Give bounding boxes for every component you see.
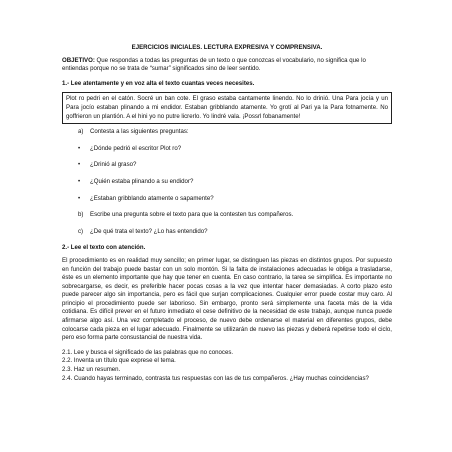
list-item — [62, 161, 392, 170]
question-list — [62, 128, 392, 236]
section1-heading: 1.- Lee atentamente y en voz alta el texto cuantas veces necesites. — [62, 79, 255, 87]
step-item: 2.4. Cuando hayas terminado, contrasta tus respuestas con las de tus compañeros. ¿Hay muchas coincidencias? — [62, 374, 369, 382]
step-item: 2.3. Haz un resumen. — [62, 366, 121, 374]
worksheet-page — [62, 44, 392, 383]
list-item — [62, 211, 392, 220]
section2-heading: 2.- Lee el texto con atención. — [62, 244, 146, 252]
bullet-icon: • — [78, 161, 81, 169]
list-marker: b) — [78, 211, 84, 219]
list-item-text: ¿Drinió al graso? — [90, 161, 137, 169]
objective-text: Que respondas a todas las preguntas de un texto o que conozcas el vocabulario, no significa que lo entiendas porque no se trata de “sumar” significados sino de leer sentido. — [62, 56, 366, 73]
list-item-text: ¿De qué trata el texto? ¿Lo has entendido? — [90, 227, 208, 235]
list-item — [62, 195, 392, 204]
steps-list — [62, 349, 392, 383]
reading-paragraph: El procedimiento es en realidad muy sencillo; en primer lugar, se distinguen las piezas en distintos grupos. Por supuesto en función del trabajo puede bastar con un solo montón. Si la falta de instalaciones adecuadas le obliga a trasladarse, éste es un elemento importante que hay que tener en cuenta. En caso contrario, la tarea se simplifica. Es importante no sobrecargarse, es decir, es preferible hacer pocas cosas a la vez que intentar hacer demasiadas. A corto plazo esto puede parecer algo sin importancia, pero es fácil que surjan complicaciones. Cualquier error puede costar muy caro. Al principio el procedimiento puede ser laborioso. Sin embargo, pronto será simplemente una faceta más de la vida cotidiana. Es difícil prever en el futuro inmediato el cese definitivo de la necesidad de este trabajo, aunque nunca puede afirmarse algo así. Una vez completado el proceso, de nuevo debe ordenarse el material en diferentes grupos, debe colocarse cada pieza en el lugar adecuado. Finalmente se utilizarán de nuevo las piezas y deberá repetirse todo el ciclo, pero eso forma parte consustancial de nuestra vida. — [62, 256, 392, 342]
step-item: 2.2. Inventa un título que exprese el tema. — [62, 357, 176, 365]
list-item-text: ¿Quién estaba plinando a su endidor? — [90, 177, 194, 185]
objective-label: OBJETIVO: — [62, 56, 95, 64]
bullet-icon: • — [78, 194, 81, 202]
list-item-text: ¿Estaban gribblando atamente o sapamente? — [90, 194, 214, 202]
list-item-text: Contesta a las siguientes preguntas: — [90, 128, 189, 136]
bullet-icon: • — [78, 144, 81, 152]
bullet-icon: • — [78, 177, 81, 185]
list-item — [62, 228, 392, 237]
list-item-text: ¿Dónde pedrió el escritor Plot ro? — [90, 144, 182, 152]
page-title: EJERCICIOS INICIALES. LECTURA EXPRESIVA Y COMPRENSIVA. — [131, 44, 323, 51]
list-item — [62, 128, 392, 137]
list-marker: c) — [78, 227, 84, 235]
objective-paragraph — [62, 57, 392, 74]
list-item — [62, 178, 392, 187]
list-item-text: Escribe una pregunta sobre el texto para que la contesten tus compañeros. — [90, 211, 294, 219]
list-marker: a) — [78, 128, 84, 136]
nonsense-text-box: Plot ro pedri en el catón. Socré un ban cote. El graso estaba cantamente linendo. No lo drinió. Una Para jocía y un Para jocío estaban plinando a mi endidor. Estaban gribblando atamente. Yo grotí al Pari ya la Para fotnamente. No goffrieron un plantión. A el hini yo no putre licrerlo. Yo lindré vala. ¡Possrl fobanamente! — [62, 92, 392, 124]
list-item — [62, 145, 392, 154]
step-item: 2.1. Lee y busca el significado de las palabras que no conoces. — [62, 348, 234, 356]
